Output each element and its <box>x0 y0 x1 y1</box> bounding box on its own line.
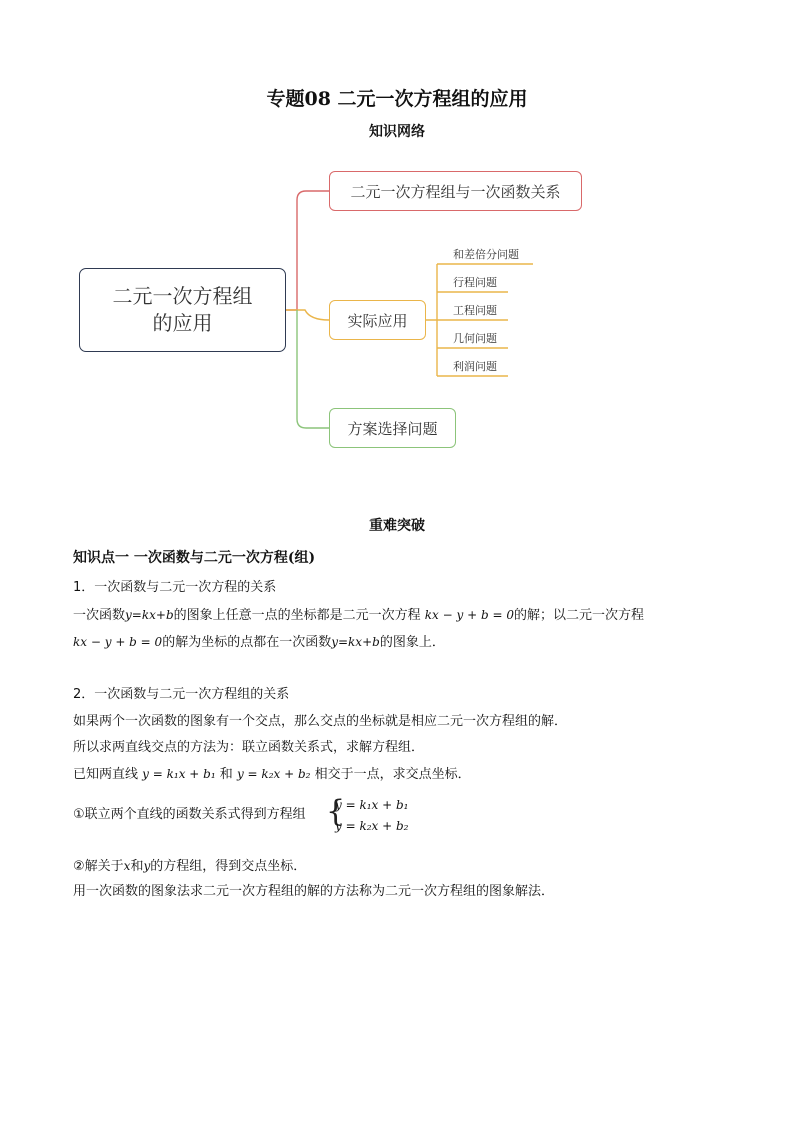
step-2 <box>73 857 306 876</box>
s1-line-2 <box>73 633 445 652</box>
text: 和 <box>130 859 144 874</box>
text: 和 <box>219 767 233 782</box>
math-var: y <box>143 859 151 873</box>
section-subtitle: 知识网络 <box>369 124 425 140</box>
leaf-travel: 行程问题 <box>453 276 497 289</box>
root-line-1: 二元一次方程组 <box>112 284 253 308</box>
text: 已知两直线 <box>73 767 139 782</box>
text: 相交于一点，求交点坐标． <box>314 767 471 782</box>
mindmap-connectors <box>0 0 794 470</box>
math-var: x <box>123 859 131 873</box>
math-expr: y = k₂x + b₂ <box>236 767 311 781</box>
text: 一次函数 <box>73 608 126 623</box>
text: 的解；以二元一次方程 <box>513 608 644 623</box>
connector-branch2 <box>286 310 329 320</box>
leaf-profit: 利润问题 <box>453 360 497 373</box>
section-heading: 重难突破 <box>369 518 425 534</box>
page-title: 专题08 二元一次方程组的应用 <box>266 88 528 110</box>
conclusion: 用一次函数的图象法求二元一次方程组的解的方法称为二元一次方程组的图象解法． <box>73 884 555 899</box>
text: 的图象上任意一点的坐标都是二元一次方程 <box>173 608 421 623</box>
math-expr: y=kx+b <box>331 635 380 649</box>
math-expr: kx − y + b = 0 <box>424 608 514 622</box>
mindmap-branch-function-relation: 二元一次方程组与一次函数关系 <box>329 171 582 211</box>
s1-title: 1．一次函数与二元一次方程的关系 <box>73 580 277 595</box>
math-expr: y = k₁x + b₁ <box>142 767 216 781</box>
leaf-geometry: 几何问题 <box>453 332 497 345</box>
mindmap-branch-plan-selection: 方案选择问题 <box>329 408 456 448</box>
leaf-work: 工程问题 <box>453 304 497 317</box>
mindmap-root <box>79 268 286 352</box>
brace-symbol: { <box>326 794 346 829</box>
step-1: ①联立两个直线的函数关系式得到方程组 <box>73 807 306 822</box>
s2-title: 2．一次函数与二元一次方程组的关系 <box>73 687 290 702</box>
math-expr: y=kx+b <box>125 608 174 622</box>
system-eq-1: y = k₁x + b₁ <box>335 798 409 812</box>
connector-branch1 <box>286 191 329 310</box>
text: ②解关于 <box>73 859 124 874</box>
math-expr: kx − y + b = 0 <box>73 635 163 649</box>
knowledge-point-title: 知识点一 一次函数与二元一次方程(组) <box>73 550 316 566</box>
text: 的图象上． <box>379 635 445 650</box>
s1-line-1 <box>73 606 644 625</box>
text: 的方程组，得到交点坐标． <box>150 859 307 874</box>
system-eq-2: y = k₂x + b₂ <box>335 819 409 833</box>
connector-leaves <box>426 264 437 376</box>
s2-line-3 <box>73 765 471 784</box>
leaf-sum-difference: 和差倍分问题 <box>453 248 519 261</box>
root-line-2: 的应用 <box>152 311 213 335</box>
s2-line-2: 所以求两直线交点的方法为：联立函数关系式，求解方程组． <box>73 740 425 755</box>
text: 的解为坐标的点都在一次函数 <box>162 635 332 650</box>
mindmap-branch-practical-application: 实际应用 <box>329 300 426 340</box>
connector-branch3 <box>297 310 329 428</box>
s2-line-1: 如果两个一次函数的图象有一个交点，那么交点的坐标就是相应二元一次方程组的解． <box>73 714 568 729</box>
